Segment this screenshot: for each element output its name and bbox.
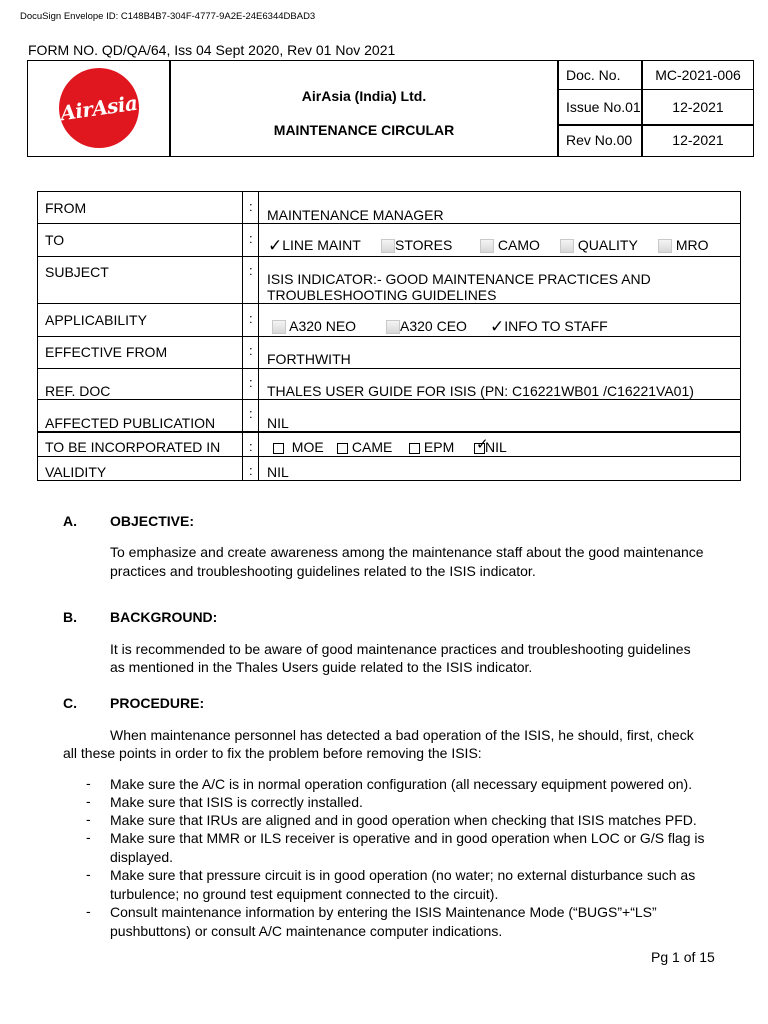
subject-line-1: ISIS INDICATOR:- GOOD MAINTENANCE PRACTICES AND [267, 271, 651, 287]
doc-no-label: Doc. No. [566, 67, 621, 83]
colon: : [249, 439, 253, 454]
colon: : [249, 231, 253, 246]
rev-no-label: Rev No.00 [566, 132, 633, 148]
checkbox-unchecked-icon [381, 239, 395, 253]
background-text-line-2: as mentioned in the Thales Users guide related to the ISIS indicator. [110, 659, 533, 675]
applicability-option-a320neo[interactable]: A320 NEO [272, 318, 356, 334]
from-value: MAINTENANCE MANAGER [267, 207, 444, 223]
checkbox-unchecked-icon [337, 443, 348, 454]
to-option-mro[interactable]: MRO [658, 237, 709, 253]
issue-no-label: Issue No.01 [566, 99, 641, 115]
issue-no-value: 12-2021 [672, 99, 724, 115]
checkbox-unchecked-icon [386, 320, 400, 334]
section-b-letter: B. [63, 609, 77, 625]
bullet-dash: - [86, 793, 91, 809]
checkbox-unchecked-icon [272, 320, 286, 334]
checkmark-icon: ✓ [490, 317, 505, 337]
affected-publication-label: AFFECTED PUBLICATION [45, 415, 216, 431]
ref-doc-label: REF. DOC [45, 383, 111, 399]
checkbox-unchecked-icon [658, 239, 672, 253]
validity-value: NIL [267, 464, 289, 480]
form-number: FORM NO. QD/QA/64, Iss 04 Sept 2020, Rev 01 Nov 2021 [28, 42, 396, 58]
page-number: Pg 1 of 15 [651, 949, 715, 965]
procedure-item: Consult maintenance information by entering the ISIS Maintenance Mode (“BUGS”+“LS” pushbuttons) or consult A/C maintenance computer indications. [110, 904, 657, 939]
procedure-item: Make sure that ISIS is correctly installed. [110, 794, 363, 810]
colon: : [249, 263, 253, 278]
bullet-dash: - [86, 903, 91, 919]
colon: : [249, 463, 253, 478]
from-label: FROM [45, 200, 87, 216]
bullet-dash: - [86, 811, 91, 827]
company-name: AirAsia (India) Ltd. [301, 88, 427, 104]
effective-from-label: EFFECTIVE FROM [45, 344, 168, 360]
bullet-dash: - [86, 866, 91, 882]
doc-no-value: MC-2021-006 [655, 67, 741, 83]
checkbox-unchecked-icon [480, 239, 494, 253]
background-text-line-1: It is recommended to be aware of good maintenance practices and troubleshooting guidelines [110, 641, 691, 657]
colon: : [249, 406, 253, 421]
checkbox-checked-icon: ✓ [476, 435, 489, 453]
checkbox-unchecked-icon [273, 443, 284, 454]
bullet-dash: - [86, 775, 91, 791]
document-title: MAINTENANCE CIRCULAR [273, 122, 455, 138]
colon: : [249, 375, 253, 390]
applicability-option-a320ceo[interactable]: A320 CEO [386, 318, 467, 334]
incorporated-option-came[interactable]: CAME [337, 439, 392, 455]
subject-label: SUBJECT [45, 264, 109, 280]
procedure-item: Make sure that IRUs are aligned and in good operation when checking that ISIS matches PFD. [110, 812, 697, 828]
to-label: TO [45, 232, 65, 248]
logo-wordmark: AirAsia [58, 90, 140, 126]
section-c-title: PROCEDURE: [110, 695, 205, 711]
checkmark-icon: ✓ [268, 236, 283, 256]
to-option-quality[interactable]: QUALITY [560, 237, 638, 253]
to-option-stores[interactable]: STORES [381, 237, 452, 253]
checkbox-unchecked-icon [409, 443, 420, 454]
to-option-line-maint[interactable]: ✓LINE MAINT [268, 236, 361, 256]
applicability-option-info-to-staff[interactable]: ✓INFO TO STAFF [490, 317, 608, 337]
colon: : [249, 343, 253, 358]
objective-text-line-2: practices and troubleshooting guidelines related to the ISIS indicator. [110, 563, 536, 579]
checkbox-unchecked-icon [560, 239, 574, 253]
bullet-dash: - [86, 829, 91, 845]
procedure-intro-line-1: When maintenance personnel has detected a bad operation of the ISIS, he should, first, check [110, 727, 694, 743]
incorporated-option-moe[interactable]: MOE [273, 439, 324, 455]
subject-line-2: TROUBLESHOOTING GUIDELINES [267, 287, 497, 303]
section-a-title: OBJECTIVE: [110, 513, 195, 529]
incorporated-option-nil[interactable]: ✓ NIL [476, 435, 507, 455]
ref-doc-value: THALES USER GUIDE FOR ISIS (PN: C16221WB01 /C16221VA01) [267, 383, 694, 399]
colon: : [249, 311, 253, 326]
docusign-envelope-id: DocuSign Envelope ID: C148B4B7-304F-4777-9A2E-24E6344DBAD3 [20, 11, 316, 22]
applicability-label: APPLICABILITY [45, 312, 147, 328]
section-c-letter: C. [63, 695, 77, 711]
incorporated-label: TO BE INCORPORATED IN [45, 439, 221, 455]
airasia-logo [59, 68, 139, 148]
section-b-title: BACKGROUND: [110, 609, 218, 625]
procedure-intro-line-2: all these points in order to fix the problem before removing the ISIS: [63, 745, 482, 761]
to-option-camo[interactable]: CAMO [480, 237, 540, 253]
rev-no-value: 12-2021 [672, 132, 724, 148]
incorporated-option-epm[interactable]: EPM [409, 439, 454, 455]
colon: : [249, 199, 253, 214]
procedure-item: Make sure that pressure circuit is in good operation (no water; no external disturbance such as turbulence; no ground test equipment connected to the circuit). [110, 867, 696, 902]
procedure-item: Make sure the A/C is in normal operation configuration (all necessary equipment powered on). [110, 776, 693, 792]
objective-text-line-1: To emphasize and create awareness among the maintenance staff about the good maintenance [110, 544, 704, 560]
effective-from-value: FORTHWITH [267, 351, 351, 367]
affected-publication-value: NIL [267, 415, 289, 431]
validity-label: VALIDITY [45, 464, 107, 480]
procedure-item: Make sure that MMR or ILS receiver is operative and in good operation when LOC or G/S flag is displayed. [110, 830, 705, 865]
section-a-letter: A. [63, 513, 77, 529]
